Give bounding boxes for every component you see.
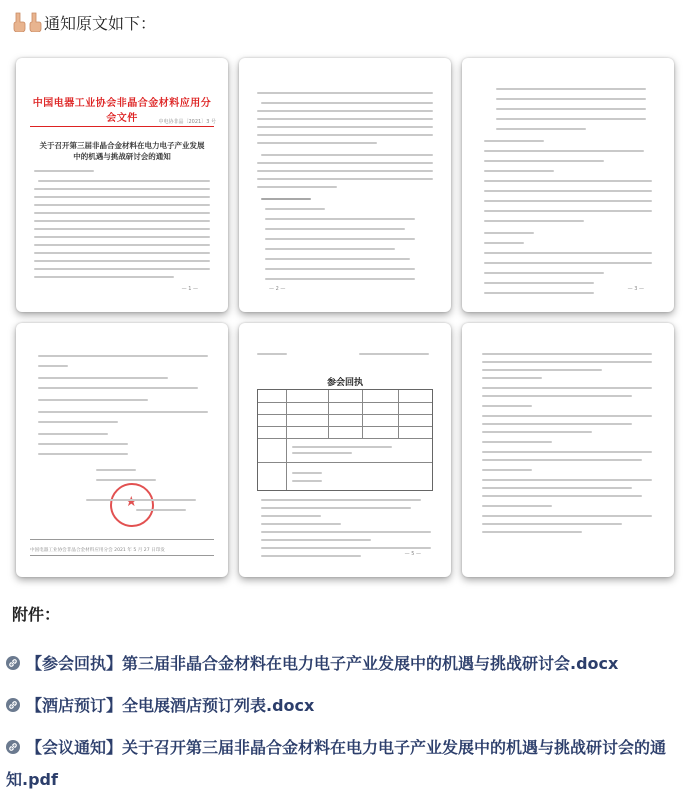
attachment-link-hotel-booking[interactable] xyxy=(6,690,682,722)
intro-line xyxy=(12,8,156,36)
pointing-hand-icon xyxy=(28,12,42,32)
document-footer: 中国电器工业协会非晶合金材料应用分会 2021 年 5 月 27 日印发 xyxy=(30,548,165,553)
page-number: — 3 — xyxy=(627,286,644,292)
red-divider xyxy=(30,126,214,127)
page-number: — 5 — xyxy=(404,551,421,557)
document-header: 中国电器工业协会非晶合金材料应用分会文件 xyxy=(32,98,212,124)
document-page-5[interactable] xyxy=(239,323,451,577)
intro-text: 通知原文如下： xyxy=(44,13,157,33)
document-title: 关于召开第三届非晶合金材料在电力电子产业发展中的机遇与挑战研讨会的通知 xyxy=(39,141,205,161)
link-icon xyxy=(6,740,20,754)
document-number: 中电协非晶〔2021〕3 号 xyxy=(158,119,216,125)
document-page-4[interactable] xyxy=(16,323,228,577)
registration-form-table xyxy=(257,389,433,491)
attachment-link-registration-form[interactable] xyxy=(6,648,682,680)
link-icon xyxy=(6,656,20,670)
document-page-3[interactable] xyxy=(462,58,674,312)
attachment-label: 【参会回执】第三届非晶合金材料在电力电子产业发展中的机遇与挑战研讨会.docx xyxy=(26,654,619,673)
document-page-6[interactable] xyxy=(462,323,674,577)
attachment-link-meeting-notice[interactable] xyxy=(6,732,682,796)
document-page-2[interactable] xyxy=(239,58,451,312)
page-number: — 1 — xyxy=(181,286,198,292)
page-number: — 2 — xyxy=(269,286,286,292)
document-page-1[interactable] xyxy=(16,58,228,312)
link-icon xyxy=(6,698,20,712)
form-title: 参会回执 xyxy=(326,378,363,388)
pointing-hand-icon xyxy=(12,12,26,32)
attachments-heading: 附件： xyxy=(12,605,61,624)
attachment-label: 【酒店预订】全电展酒店预订列表.docx xyxy=(26,696,315,715)
official-seal-icon xyxy=(110,483,154,527)
attachment-label: 【会议通知】关于召开第三届非晶合金材料在电力电子产业发展中的机遇与挑战研讨会的通知.pdf xyxy=(6,738,667,789)
